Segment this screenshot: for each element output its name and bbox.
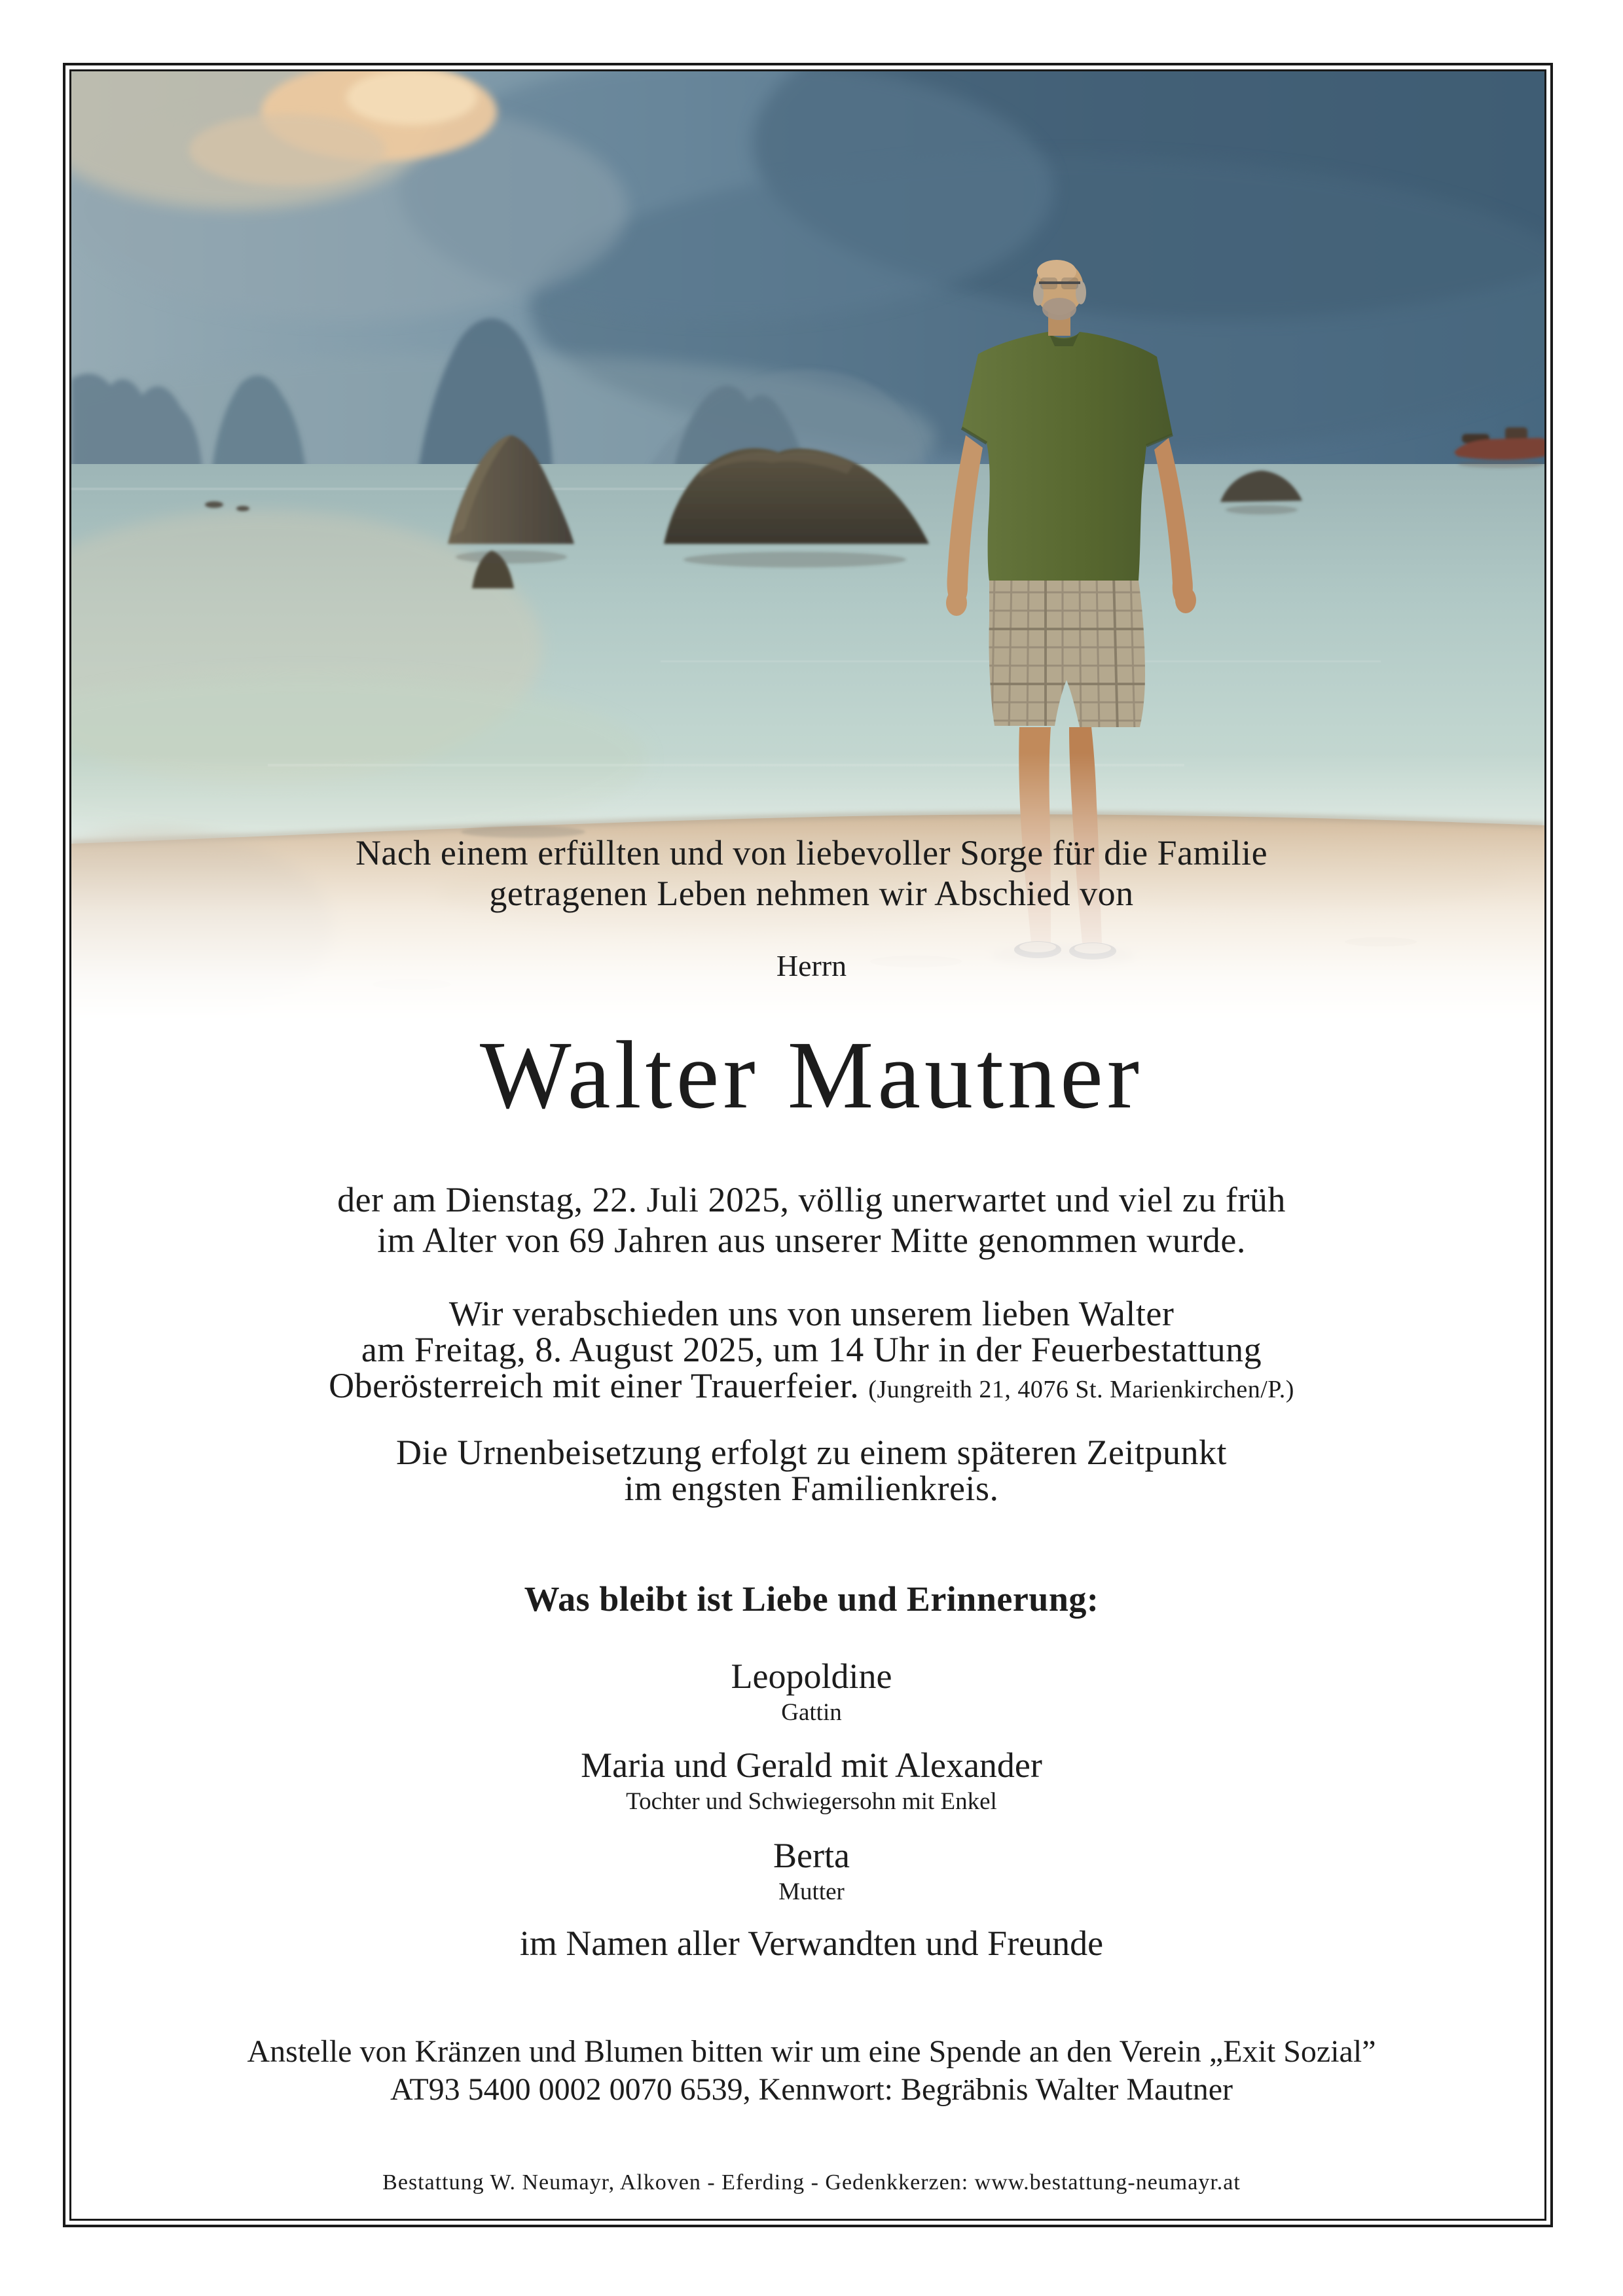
urn-block xyxy=(0,1435,1623,1507)
mourner-name: Maria und Gerald mit Alexander xyxy=(581,1746,1042,1785)
donation-line-2: AT93 5400 0002 0070 6539, Kennwort: Begräbnis Walter Mautner xyxy=(390,2072,1233,2107)
farewell-block xyxy=(0,1296,1623,1408)
death-block xyxy=(0,1179,1623,1261)
intro-line-1: Nach einem erfüllten und von liebevoller Sorge für die Familie xyxy=(355,833,1268,872)
donation-line-1: Anstelle von Kränzen und Blumen bitten wir um eine Spende an den Verein „Exit Sozial” xyxy=(247,2034,1376,2069)
mourner-name: Berta xyxy=(773,1836,850,1875)
venue-note: (Jungreith 21, 4076 St. Marienkirchen/P.) xyxy=(868,1376,1294,1403)
donation-block xyxy=(0,2033,1623,2109)
farewell-line-3-text: Oberösterreich mit einer Trauerfeier. xyxy=(329,1366,860,1405)
mourner-relation: Gattin xyxy=(781,1699,842,1726)
mourner-relation: Tochter und Schwiegersohn mit Enkel xyxy=(626,1788,997,1815)
urn-line-2: im engsten Familienkreis. xyxy=(624,1469,999,1508)
death-line-1: der am Dienstag, 22. Juli 2025, völlig unerwartet und viel zu früh xyxy=(337,1180,1286,1219)
farewell-line-2: am Freitag, 8. August 2025, um 14 Uhr in der Feuerbestattung xyxy=(361,1330,1262,1369)
salutation: Herrn xyxy=(776,949,847,982)
farewell-line-3 xyxy=(0,1368,1623,1408)
deceased-name: Walter Mautner xyxy=(479,1022,1144,1129)
funeral-home-footer: Bestattung W. Neumayr, Alkoven - Eferding - Gedenkkerzen: www.bestattung-neumayr.at xyxy=(382,2170,1241,2195)
urn-line-1: Die Urnenbeisetzung erfolgt zu einem späteren Zeitpunkt xyxy=(395,1433,1228,1472)
death-line-2: im Alter von 69 Jahren aus unserer Mitte genommen wurde. xyxy=(377,1221,1246,1260)
mourner-relation: Mutter xyxy=(778,1878,845,1905)
intro-line-2: getragenen Leben nehmen wir Abschied von xyxy=(489,874,1134,913)
intro-block xyxy=(0,833,1623,914)
mourner-name: Leopoldine xyxy=(731,1657,892,1696)
remembrance-heading: Was bleibt ist Liebe und Erinnerung: xyxy=(524,1579,1099,1619)
farewell-line-1: Wir verabschieden uns von unserem lieben Walter xyxy=(448,1294,1175,1333)
closing-line: im Namen aller Verwandten und Freunde xyxy=(519,1924,1104,1963)
